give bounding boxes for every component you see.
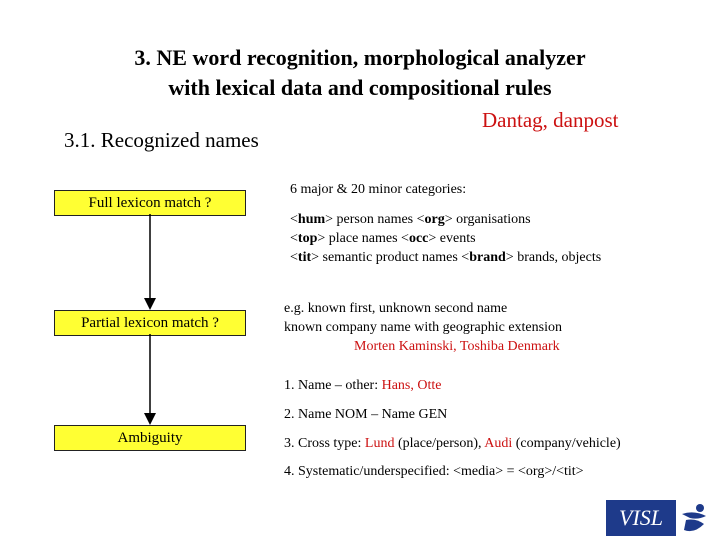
step-ambiguity [54,425,246,451]
step-label: Partial lexicon match ? [81,315,219,331]
category-line: <tit> semantic product names <brand> brands, objects [290,250,602,265]
visl-logo: VISL [606,500,676,536]
section-heading: 3.1. Recognized names [64,128,259,152]
flow-arrow-1 [140,214,160,310]
credit: Dantag, danpost [482,108,619,132]
full-match-intro: 6 major & 20 minor categories: [290,182,467,197]
title-line-1: 3. NE word recognition, morphological analyzer [134,45,586,70]
step-label: Full lexicon match ? [88,195,212,211]
flow-arrow-2 [140,334,160,425]
ambiguity-item-1: 1. Name – other: Hans, Otte [284,378,442,393]
ambiguity-item-4: 4. Systematic/underspecified: <media> = <org>/<tit> [284,464,584,479]
partial-match-line: known company name with geographic extension [284,320,562,335]
step-label: Ambiguity [117,430,183,446]
category-line: <hum> person names <org> organisations [290,212,531,227]
category-line: <top> place names <occ> events [290,231,476,246]
ambiguity-item-3: 3. Cross type: Lund (place/person), Audi (company/vehicle) [284,436,621,451]
ambiguity-item-2: 2. Name NOM – Name GEN [284,407,448,422]
partial-match-line: e.g. known first, unknown second name [284,301,508,316]
logo-emblem-icon [676,500,714,536]
partial-match-example: Morten Kaminski, Toshiba Denmark [354,339,560,354]
title-line-2: with lexical data and compositional rules [168,75,552,100]
step-partial-lexicon-match [54,310,246,336]
step-full-lexicon-match [54,190,246,216]
